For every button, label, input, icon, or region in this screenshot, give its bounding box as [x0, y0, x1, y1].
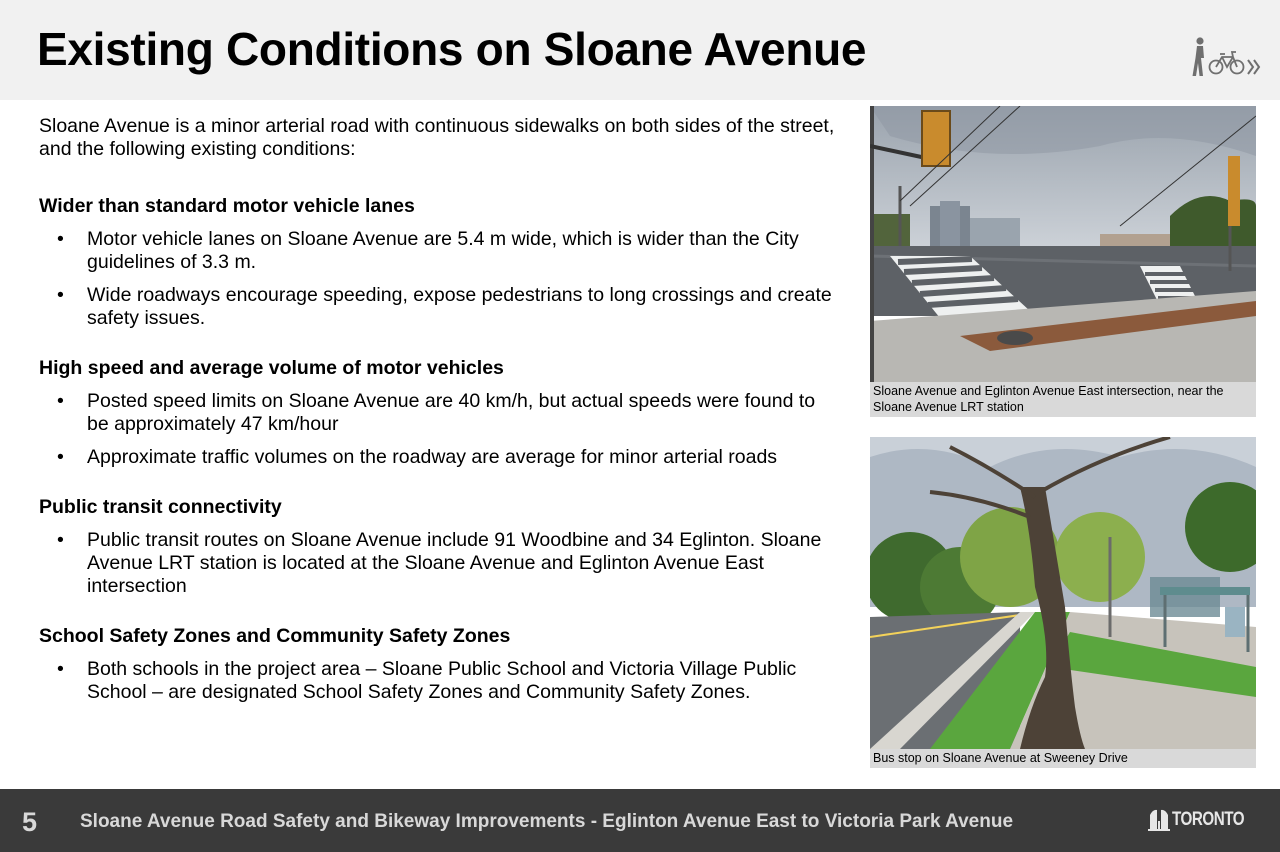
bullet-list [39, 658, 839, 704]
page-number: 5 [22, 807, 38, 837]
toronto-logo [1148, 807, 1262, 831]
bullet-item: • Approximate traffic volumes on the roadway are average for minor arterial roads [39, 446, 839, 469]
section-heading: Wider than standard motor vehicle lanes [39, 195, 415, 217]
city-hall-icon [1148, 807, 1170, 831]
intersection-photo [870, 106, 1256, 417]
toronto-wordmark: TORONTO [1171, 809, 1244, 830]
slide-title: Existing Conditions on Sloane Avenue [37, 23, 867, 75]
bullet-item: • Public transit routes on Sloane Avenue include 91 Woodbine and 34 Eglinton. Sloane Avenue LRT station is located at the Sloane Avenue and Eglinton Avenue East intersection [39, 529, 839, 598]
bullet-list [39, 529, 839, 598]
bus-stop-photo-image [870, 437, 1256, 749]
section-heading: High speed and average volume of motor vehicles [39, 357, 504, 379]
footer-title: Sloane Avenue Road Safety and Bikeway Improvements - Eglinton Avenue East to Victoria Park Avenue [80, 811, 1014, 832]
bullet-item: • Wide roadways encourage speeding, expose pedestrians to long crossings and create safety issues. [39, 284, 839, 330]
photo-caption: Bus stop on Sloane Avenue at Sweeney Drive [870, 749, 1256, 768]
photo-caption: Sloane Avenue and Eglinton Avenue East intersection, near the Sloane Avenue LRT station [870, 382, 1256, 417]
intro-paragraph: Sloane Avenue is a minor arterial road with continuous sidewalks on both sides of the street, and the following existing conditions: [39, 115, 835, 160]
bullet-item: • Posted speed limits on Sloane Avenue are 40 km/h, but actual speeds were found to be approximately 47 km/hour [39, 390, 839, 436]
slide-footer [0, 789, 1280, 852]
pedestrian-icon [1193, 37, 1205, 76]
bicycle-icon [1210, 52, 1244, 74]
slide-header [0, 0, 1280, 100]
section-heading: Public transit connectivity [39, 496, 282, 518]
active-transportation-icons [1190, 36, 1264, 80]
bullet-list [39, 390, 839, 469]
slide-body [39, 115, 839, 704]
section-heading: School Safety Zones and Community Safety Zones [39, 625, 511, 647]
bullet-item: • Both schools in the project area – Sloane Public School and Victoria Village Public School – are designated School Safety Zones and Community Safety Zones. [39, 658, 839, 704]
chevron-right-icon [1248, 60, 1259, 74]
bullet-item: • Motor vehicle lanes on Sloane Avenue are 5.4 m wide, which is wider than the City guidelines of 3.3 m. [39, 228, 839, 274]
intersection-photo-image [870, 106, 1256, 382]
bus-stop-photo [870, 437, 1256, 768]
bullet-list [39, 228, 839, 330]
